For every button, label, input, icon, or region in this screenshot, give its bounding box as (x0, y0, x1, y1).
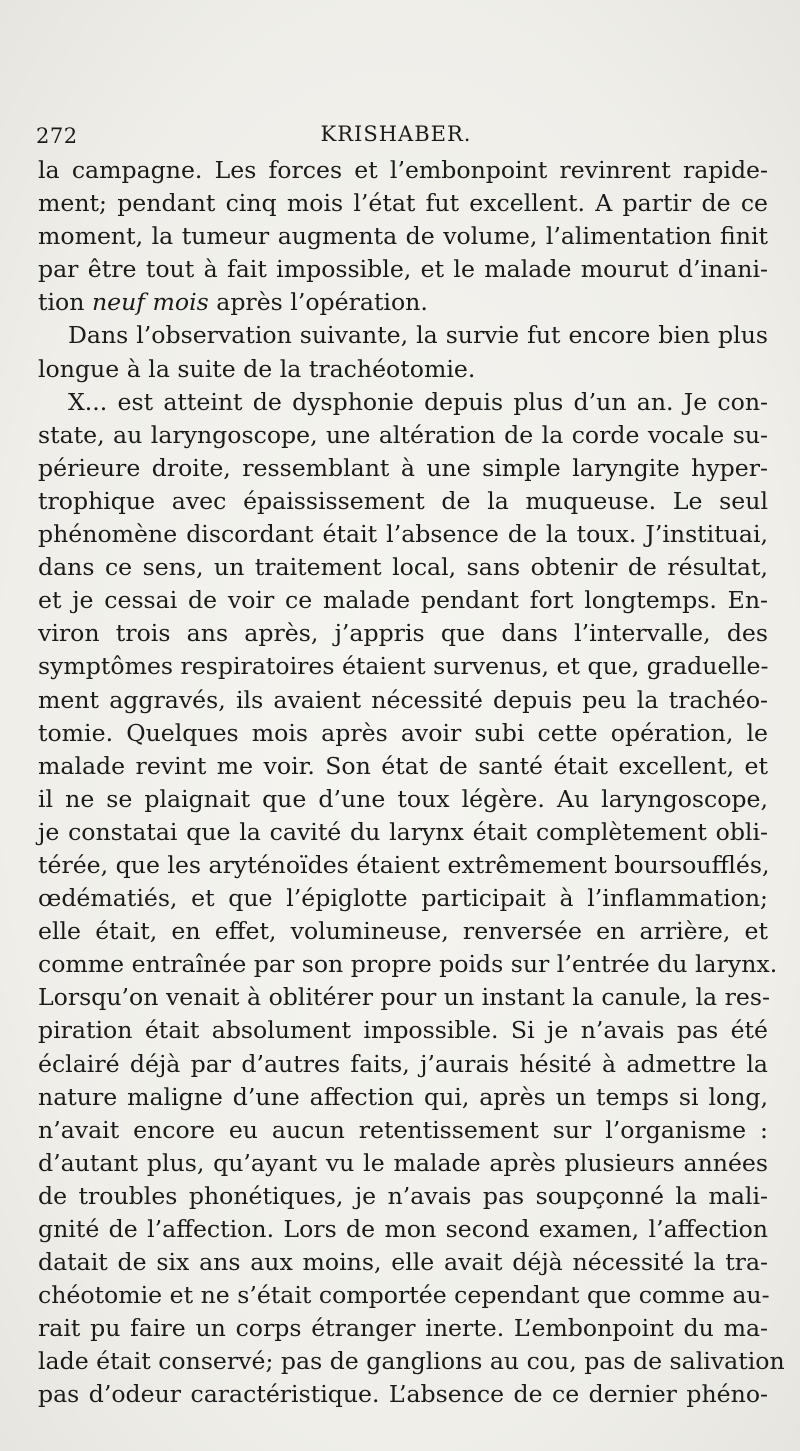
page-number: 272 (36, 124, 78, 148)
text-line: datait de six ans aux moins, elle avait déjà nécessité la tra- (38, 1248, 768, 1277)
text-line: ment aggravés, ils avaient nécessité depuis peu la trachéo- (38, 685, 768, 714)
text-line: par être tout à fait impossible, et le malade mourut d’inani- (38, 255, 768, 284)
text-line: je constatai que la cavité du larynx était complètement obli- (38, 817, 768, 846)
text-line: lade était conservé; pas de ganglions au cou, pas de salivation (38, 1347, 785, 1376)
body-text (38, 154, 785, 1412)
page-header (36, 118, 756, 146)
text-line: œdématiés, et que l’épiglotte participait à l’inflammation; (38, 884, 768, 913)
text-line: de troubles phonétiques, je n’avais pas soupçonné la mali- (38, 1181, 768, 1210)
text-line: ment; pendant cinq mois l’état fut excellent. A partir de ce (38, 189, 768, 218)
text-segment: tion (38, 288, 92, 317)
text-line: d’autant plus, qu’ayant vu le malade après plusieurs années (38, 1148, 768, 1177)
text-line: state, au laryngoscope, une altération de la corde vocale su- (38, 420, 768, 449)
text-line: éclairé déjà par d’autres faits, j’aurais hésité à admettre la (38, 1049, 768, 1078)
text-line: il ne se plaignait que d’une toux légère. Au laryngoscope, (38, 784, 768, 813)
text-line: piration était absolument impossible. Si je n’avais pas été (38, 1016, 768, 1045)
text-line: symptômes respiratoires étaient survenus, et que, graduelle- (38, 652, 769, 681)
text-line: elle était, en effet, volumineuse, renversée en arrière, et (38, 917, 768, 946)
text-line: longue à la suite de la trachéotomie. (38, 354, 476, 383)
text-line: viron trois ans après, j’appris que dans l’intervalle, des (38, 619, 768, 648)
text-line: moment, la tumeur augmenta de volume, l’alimentation finit (38, 222, 768, 251)
text-line: malade revint me voir. Son état de santé était excellent, et (38, 751, 768, 780)
italic-text: neuf mois (91, 288, 209, 317)
text-line: trophique avec épaississement de la muqueuse. Le seul (38, 486, 768, 515)
text-line: tomie. Quelques mois après avoir subi cette opération, le (38, 718, 768, 747)
text-line: chéotomie et ne s’était comportée cependant que comme au- (38, 1281, 770, 1310)
text-line: périeure droite, ressemblant à une simple laryngite hyper- (38, 453, 768, 482)
text-line: X... est atteint de dysphonie depuis plus d’un an. Je con- (68, 387, 768, 416)
text-segment: après l’opération. (208, 288, 428, 317)
text-line: gnité de l’affection. Lors de mon second examen, l’affection (38, 1215, 768, 1243)
text-line: et je cessai de voir ce malade pendant fort longtemps. En- (38, 586, 768, 615)
text-line: térée, que les aryténoïdes étaient extrêmement boursoufflés, (38, 850, 770, 879)
text-line (38, 286, 768, 319)
text-line: pas d’odeur caractéristique. L’absence de ce dernier phéno- (38, 1380, 768, 1409)
text-line: la campagne. Les forces et l’embonpoint revinrent rapide- (38, 156, 768, 184)
text-line: Lorsqu’on venait à oblitérer pour un instant la canule, la res- (38, 983, 770, 1012)
text-line: comme entraînée par son propre poids sur l’entrée du larynx. (38, 950, 778, 979)
running-head: KRISHABER. (320, 122, 472, 146)
text-line: nature maligne d’une affection qui, après un temps si long, (38, 1082, 768, 1111)
text-line: rait pu faire un corps étranger inerte. L’embonpoint du ma- (38, 1314, 768, 1343)
text-line: n’avait encore eu aucun retentissement sur l’organisme : (38, 1115, 768, 1144)
text-line: Dans l’observation suivante, la survie fut encore bien plus (68, 321, 768, 350)
text-line: dans ce sens, un traitement local, sans obtenir de résultat, (38, 553, 768, 582)
text-line: phénomène discordant était l’absence de la toux. J’instituai, (38, 520, 768, 549)
